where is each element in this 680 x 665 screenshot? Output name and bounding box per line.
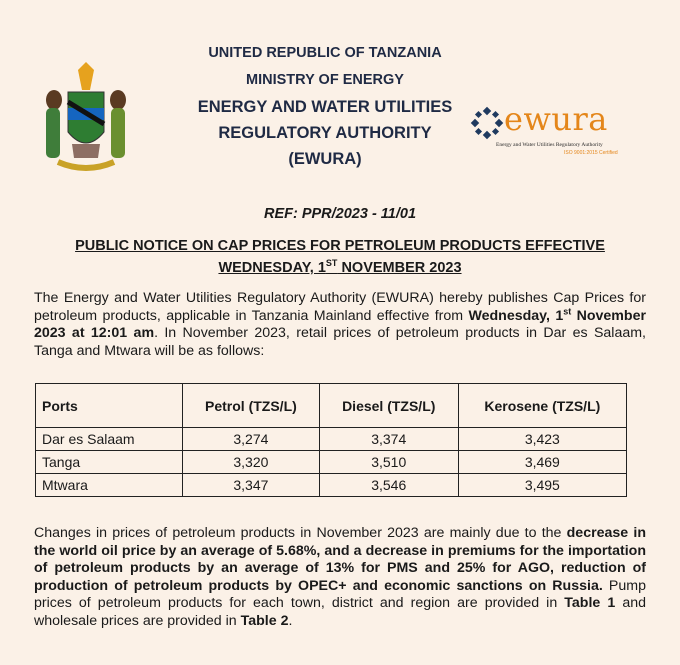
diesel-price: 3,374 bbox=[319, 428, 458, 451]
port-name: Mtwara bbox=[36, 474, 183, 497]
notice-title-sup: ST bbox=[325, 258, 338, 268]
kerosene-price: 3,469 bbox=[458, 451, 626, 474]
notice-title-line1: PUBLIC NOTICE ON CAP PRICES FOR PETROLEUM PRODUCTS EFFECTIVE bbox=[75, 238, 605, 254]
port-name: Dar es Salaam bbox=[36, 428, 183, 451]
notice-title-line2a: WEDNESDAY, 1 bbox=[218, 259, 326, 276]
table-row bbox=[36, 428, 627, 451]
ewura-star-icon bbox=[470, 106, 504, 140]
kerosene-price: 3,495 bbox=[458, 474, 626, 497]
ministry-name: MINISTRY OF ENERGY bbox=[246, 72, 404, 88]
changes-text2: Pump prices of petroleum products for each town, district and region are provided in bbox=[34, 577, 646, 611]
changes-text4: . bbox=[288, 612, 293, 629]
intro-bold-date: Wednesday, 1 bbox=[468, 307, 564, 324]
petrol-price: 3,320 bbox=[183, 451, 320, 474]
ewura-wordmark: ewura bbox=[504, 100, 608, 138]
diesel-price: 3,546 bbox=[319, 474, 458, 497]
header-ports: Ports bbox=[36, 384, 183, 428]
diesel-price: 3,510 bbox=[319, 451, 458, 474]
changes-text3: and wholesale prices are provided in bbox=[34, 595, 646, 629]
intro-bold-time: November 2023 at 12:01 am bbox=[34, 307, 646, 341]
port-name: Tanga bbox=[36, 451, 183, 474]
changes-text1: Changes in prices of petroleum products in November 2023 are mainly due to the bbox=[34, 525, 567, 541]
ewura-logo bbox=[470, 100, 630, 160]
intro-text2: . In November 2023, retail prices of petroleum products in Dar es Salaam, Tanga and Mtwara will be as follows: bbox=[34, 325, 647, 359]
price-table bbox=[35, 383, 627, 497]
document-header bbox=[0, 40, 680, 180]
header-kerosene: Kerosene (TZS/L) bbox=[458, 384, 626, 428]
table2-reference: Table 2 bbox=[240, 612, 289, 629]
intro-paragraph bbox=[34, 290, 646, 360]
table-row bbox=[36, 451, 627, 474]
table-row bbox=[36, 474, 627, 497]
notice-title-line2b: NOVEMBER 2023 bbox=[337, 259, 462, 276]
authority-name-line2: REGULATORY AUTHORITY bbox=[218, 124, 432, 142]
intro-text1: The Energy and Water Utilities Regulatory Authority (EWURA) hereby publishes Cap Prices for petroleum products, applicable in Tanzania Mainland effective from bbox=[34, 290, 646, 324]
notice-title bbox=[30, 238, 650, 277]
country-name: UNITED REPUBLIC OF TANZANIA bbox=[208, 45, 442, 61]
petrol-price: 3,274 bbox=[183, 428, 320, 451]
ewura-tagline: Energy and Water Utilities Regulatory Authority bbox=[496, 142, 603, 148]
ewura-iso-note: ISO 9001:2015 Certified bbox=[564, 150, 618, 156]
coat-of-arms-icon bbox=[38, 62, 134, 180]
header-petrol: Petrol (TZS/L) bbox=[183, 384, 320, 428]
authority-abbrev: (EWURA) bbox=[288, 150, 362, 168]
intro-bold-sup: st bbox=[563, 305, 572, 316]
authority-name-line1: ENERGY AND WATER UTILITIES bbox=[197, 98, 453, 116]
changes-bold-reasons: decrease in the world oil price by an average of 5.68%, and a decrease in premiums for the importation of petroleum products by an average of 13% for PMS and 25% for AGO, reduction of production of petroleum products by OPEC+ and economic sanctions on Russia. bbox=[34, 525, 646, 594]
table1-reference: Table 1 bbox=[564, 595, 616, 611]
petrol-price: 3,347 bbox=[183, 474, 320, 497]
table-header-row bbox=[36, 384, 627, 428]
reference-number: REF: PPR/2023 - 11/01 bbox=[263, 206, 417, 222]
header-diesel: Diesel (TZS/L) bbox=[319, 384, 458, 428]
kerosene-price: 3,423 bbox=[458, 428, 626, 451]
changes-paragraph bbox=[34, 525, 646, 630]
issuer-titles bbox=[160, 40, 490, 172]
